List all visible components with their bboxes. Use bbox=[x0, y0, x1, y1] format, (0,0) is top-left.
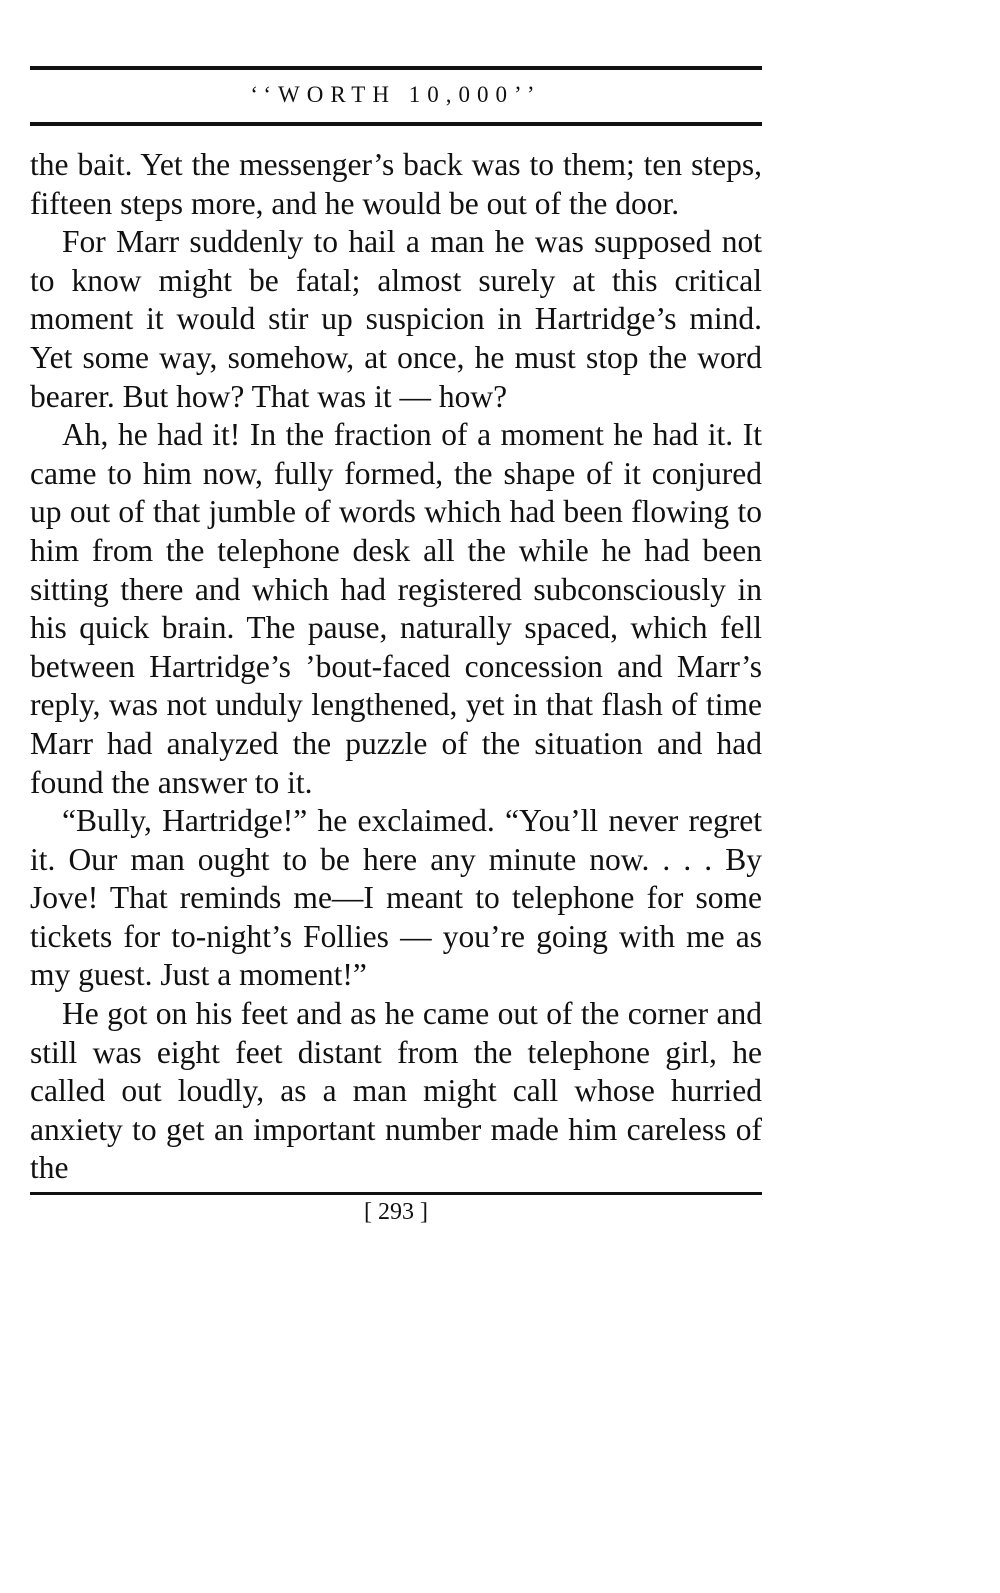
paragraph: the bait. Yet the messenger’s back was to them; ten steps, fifteen steps more, and he would be out of the door. bbox=[30, 147, 762, 221]
paragraph: He got on his feet and as he came out of the corner and still was eight feet distant from the telephone girl, he called out loudly, as a man might call whose hurried anxiety to get an important number made him careless of the bbox=[30, 996, 762, 1186]
paragraph: “Bully, Hartridge!” he exclaimed. “You’ll never regret it. Our man ought to be here any minute now. . . . By Jove! That reminds me—I meant to telephone for some tickets for to-night’s Follies — you’re going with me as my guest. Just a moment!” bbox=[30, 803, 762, 993]
paragraph: For Marr suddenly to hail a man he was supposed not to know might be fatal; almost surely at this critical moment it would stir up suspicion in Hartridge’s mind. Yet some way, somehow, at once, he must stop the word bearer. But how? That was it — how? bbox=[30, 224, 762, 414]
body-text bbox=[30, 146, 762, 1188]
page-number: [ 293 ] bbox=[364, 1199, 428, 1226]
book-page bbox=[30, 66, 762, 1229]
paragraph: Ah, he had it! In the fraction of a moment he had it. It came to him now, fully formed, the shape of it conjured up out of that jumble of words which had been flowing to him from the telephone desk all the while he had been sitting there and which had registered subconsciously in his quick brain. The pause, naturally spaced, which fell between Hartridge’s ’bout-faced concession and Marr’s reply, was not unduly lengthened, yet in that flash of time Marr had analyzed the puzzle of the situation and had found the answer to it. bbox=[30, 417, 762, 800]
running-head: ‘‘WORTH 10,000’’ bbox=[250, 82, 542, 107]
header-rule-bottom bbox=[30, 122, 762, 126]
